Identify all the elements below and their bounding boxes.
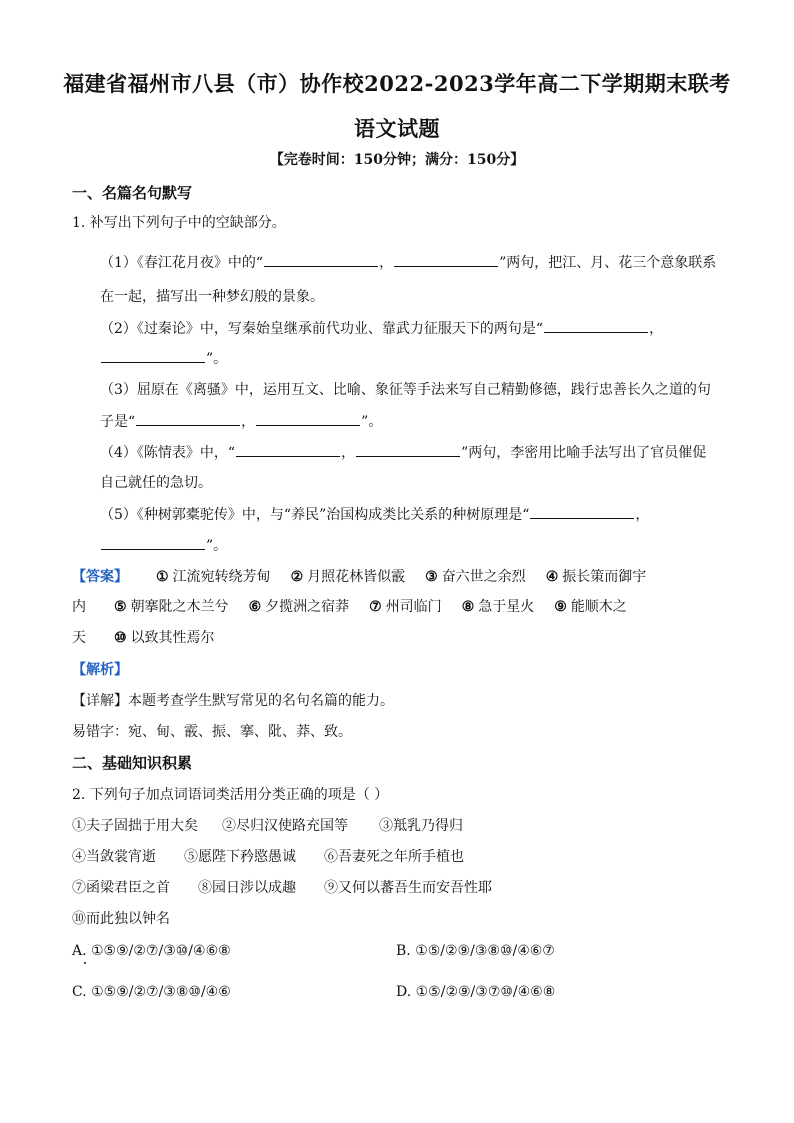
- text-segment: （1）《春江花月夜》中的“: [100, 255, 264, 271]
- text-segment: （4）《陈情表》中，“: [100, 445, 236, 461]
- sentence-item: ⑥吾妻死之年所手植也: [324, 849, 464, 865]
- answer-number: ⑥: [248, 599, 262, 615]
- question-2-stem: 2. 下列句子加点词语词类活用分类正确的项是（ ）: [72, 787, 389, 803]
- answer-blank[interactable]: [101, 348, 205, 363]
- text-segment: ”两句，李密用比喻手法写出了官员催促: [461, 445, 707, 461]
- answer-item: [369, 599, 442, 615]
- answer-text: 江流宛转绕芳甸: [172, 569, 271, 585]
- answer-number: ①: [156, 569, 169, 585]
- answer-number: ⑨: [554, 599, 567, 615]
- text-segment: ”。: [206, 351, 228, 367]
- q1-item-4-line-1: [100, 442, 706, 463]
- answer-text: 内: [72, 599, 86, 615]
- answer-number: ⑤: [114, 599, 127, 615]
- text-segment: ，: [241, 414, 256, 430]
- answer-blank[interactable]: [264, 252, 378, 267]
- q1-item-3-line-1: （3）屈原在《离骚》中，运用互文、比喻、象征等手法来写自己精勤修德，践行忠善长久之道的句: [100, 382, 711, 398]
- answer-item: [249, 599, 350, 615]
- analysis-detail: 【详解】本题考查学生默写常见的名句名篇的能力。: [72, 693, 394, 709]
- answer-item: [546, 569, 647, 585]
- sentence-item: ②尽归汉使路充国等: [222, 818, 348, 834]
- option-a[interactable]: A. ①⑤⑨/②⑦/③⑩/④⑥⑧: [72, 943, 231, 959]
- answer-item: [114, 630, 215, 646]
- answer-text: 奋六世之余烈: [441, 569, 526, 585]
- answer-blank[interactable]: [236, 442, 340, 457]
- sentence-item: ⑤愿陛下矜愍愚诚: [184, 849, 296, 865]
- answer-line-1: [72, 567, 646, 587]
- sentence-row-4: ⑩而此独以钟名: [72, 911, 170, 927]
- error-prone-characters: 易错字：宛、甸、霰、振、搴、阰、莽、致。: [72, 724, 352, 740]
- text-segment: ”。: [361, 414, 383, 430]
- sentence-item: ④当敛裳宵逝: [72, 849, 156, 865]
- answer-label: 【答案】: [72, 569, 128, 585]
- answer-blank[interactable]: [530, 504, 634, 519]
- answer-line-2: [72, 597, 627, 617]
- q1-item-2-line-2: [100, 348, 227, 369]
- option-c[interactable]: C. ①⑤⑨/②⑦/③⑧⑩/④⑥: [72, 984, 231, 1000]
- sentence-item: ①夫子固拙于用大矣: [72, 818, 198, 834]
- answer-item: [462, 599, 535, 615]
- answer-item: [156, 569, 271, 585]
- sentence-row-2: [72, 847, 464, 867]
- answer-text: 夕揽洲之宿莽: [265, 599, 350, 615]
- answer-item: [425, 569, 526, 585]
- answer-blank[interactable]: [394, 252, 498, 267]
- sentence-row-1: [72, 816, 463, 836]
- answer-text: 能顺木之: [570, 599, 627, 615]
- answer-item: [114, 599, 229, 615]
- question-1-stem: 1. 补写出下列句子中的空缺部分。: [72, 215, 286, 231]
- answer-text: 州司临门: [385, 599, 442, 615]
- text-segment: ”两句，把江、月、花三个意象联系: [499, 255, 717, 271]
- answer-number: ②: [290, 569, 304, 585]
- text-segment: （2）《过秦论》中，写秦始皇继承前代功业、靠武力征服天下的两句是“: [100, 321, 544, 337]
- answer-blank[interactable]: [256, 411, 360, 426]
- option-d[interactable]: D. ①⑤/②⑨/③⑦⑩/④⑥⑧: [396, 984, 556, 1000]
- text-segment: ”。: [206, 538, 228, 554]
- answer-text: 天: [72, 630, 86, 646]
- sentence-item: ⑦函梁君臣之首: [72, 880, 170, 896]
- exam-subject: 语文试题: [354, 116, 440, 141]
- answer-number: ④: [545, 569, 559, 585]
- answer-blank[interactable]: [356, 442, 460, 457]
- answer-number: ⑩: [114, 630, 127, 646]
- option-b[interactable]: B. ①⑤/②⑨/③⑧⑩/④⑥⑦: [396, 943, 555, 959]
- text-segment: ，: [635, 507, 650, 523]
- sentence-row-3: [72, 878, 492, 898]
- answer-text: 以致其性焉尔: [130, 630, 215, 646]
- text-segment: 子是“: [100, 414, 136, 430]
- time-info: 【完卷时间：150分钟；满分：150分】: [269, 152, 525, 168]
- answer-line-3: [72, 628, 215, 648]
- q1-item-3-line-2: [100, 411, 382, 432]
- answer-text: 月照花林皆似霰: [307, 569, 406, 585]
- sentence-item: ⑨又何以蕃吾生而安吾性耶: [324, 880, 492, 896]
- section-heading-2: 二、基础知识积累: [72, 754, 193, 772]
- answer-text: 振长策而御宇: [562, 569, 647, 585]
- answer-text: 急于星火: [478, 599, 535, 615]
- answer-number: ⑦: [369, 599, 382, 615]
- answer-number: ③: [425, 569, 438, 585]
- text-segment: ，: [379, 255, 394, 271]
- q1-item-1-line-2: 在一起，描写出一种梦幻般的景象。: [100, 289, 324, 305]
- sentence-item: ③羝乳乃得归: [379, 818, 463, 834]
- text-segment: ，: [649, 321, 664, 337]
- sentence-item: ⑧园日涉以成趣: [198, 880, 296, 896]
- q1-item-5-line-1: [100, 504, 649, 525]
- answer-number: ⑧: [461, 599, 475, 615]
- answer-item: [554, 599, 627, 615]
- q1-item-2-line-1: [100, 318, 663, 339]
- text-segment: ，: [341, 445, 356, 461]
- dot-mark: [84, 962, 86, 964]
- answer-blank[interactable]: [136, 411, 240, 426]
- q1-item-1-line-1: [100, 252, 716, 273]
- answer-item: [291, 569, 406, 585]
- q1-item-4-line-2: 自己就任的急切。: [100, 475, 212, 491]
- analysis-label: 【解析】: [72, 662, 128, 678]
- text-segment: （5）《种树郭橐驼传》中，与“养民”治国构成类比关系的种树原理是“: [100, 507, 530, 523]
- exam-title: 福建省福州市八县（市）协作校2022-2023学年高二下学期期末联考: [63, 71, 731, 96]
- answer-blank[interactable]: [101, 535, 205, 550]
- q1-item-5-line-2: [100, 535, 227, 556]
- answer-text: 朝搴阰之木兰兮: [130, 599, 229, 615]
- answer-blank[interactable]: [544, 318, 648, 333]
- section-heading-1: 一、名篇名句默写: [72, 184, 193, 202]
